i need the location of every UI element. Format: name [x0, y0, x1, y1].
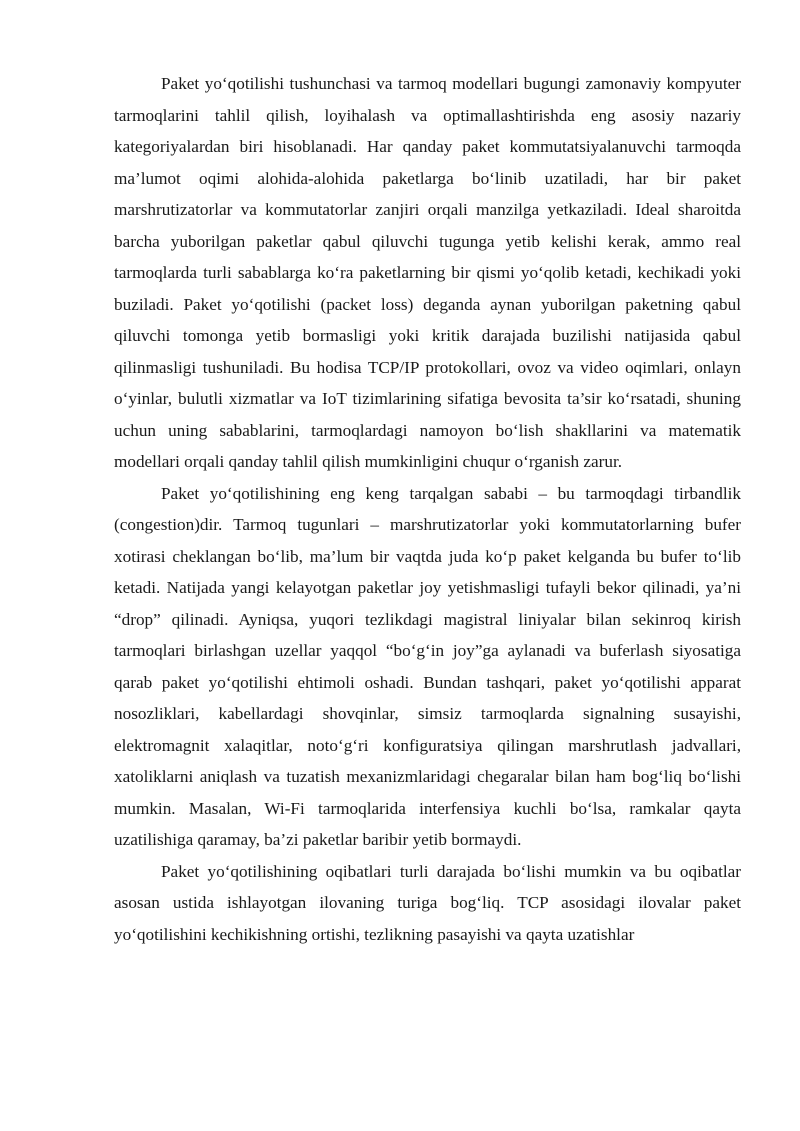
paragraph-packet-loss-causes: Paket yo‘qotilishining eng keng tarqalgan sababi – bu tarmoqdagi tirbandlik (congestion)dir. Tarmoq tugunlari – marshrutizatorlar yoki kommutatorlarning bufer xotirasi cheklangan bo‘lib, ma’lum bir vaqtda juda ko‘p paket kelganda bu bufer to‘lib ketadi. Natijada yangi kelayotgan paketlar joy yetishmasligi tufayli bekor qilinadi, ya’ni “drop” qilinadi. Ayniqsa, yuqori tezlikdagi magistral liniyalar bilan sekinroq kirish tarmoqlari birlashgan uzellar yaqqol “bo‘g‘in joy”ga aylanadi va buferlash siyosatiga qarab paket yo‘qotilishi ehtimoli oshadi. Bundan tashqari, paket yo‘qotilishi apparat nosozliklari, kabellardagi shovqinlar, simsiz tarmoqlarda signalning susayishi, elektromagnit xalaqitlar, noto‘g‘ri konfiguratsiya qilingan marshrutlash jadvallari, xatoliklarni aniqlash va tuzatish mexanizmlaridagi chegaralar bilan ham bog‘liq bo‘lishi mumkin. Masalan, Wi-Fi tarmoqlarida interfensiya kuchli bo‘lsa, ramkalar qayta uzatilishiga qaramay, ba’zi paketlar baribir yetib bormaydi.: [114, 483, 741, 849]
paragraph-packet-loss-consequences: Paket yo‘qotilishining oqibatlari turli darajada bo‘lishi mumkin va bu oqibatlar asosan ustida ishlayotgan ilovaning turiga bog‘liq. TCP asosidagi ilovalar paket yo‘qotilishini kechikishning ortishi, tezlikning pasayishi va qayta uzatishlar: [114, 861, 741, 944]
paragraph-packet-loss-concept: Paket yo‘qotilishi tushunchasi va tarmoq modellari bugungi zamonaviy kompyuter tarmoqlarini tahlil qilish, loyihalash va optimallashtirishda eng asosiy nazariy kategoriyalardan biri hisoblanadi. Har qanday paket kommutatsiyalanuvchi tarmoqda ma’lumot oqimi alohida-alohida paketlarga bo‘linib uzatiladi, har bir paket marshrutizatorlar va kommutatorlar zanjiri orqali manzilga yetkaziladi. Ideal sharoitda barcha yuborilgan paketlar qabul qiluvchi tugunga yetib kelishi kerak, ammo real tarmoqlarda turli sabablarga ko‘ra paketlarning bir qismi yo‘qolib ketadi, kechikadi yoki buziladi. Paket yo‘qotilishi (packet loss) deganda aynan yuborilgan paketning qabul qiluvchi tomonga yetib bormasligi yoki kritik darajada buzilishi natijasida qabul qilinmasligi tushuniladi. Bu hodisa TCP/IP protokollari, ovoz va video oqimlari, onlayn o‘yinlar, bulutli xizmatlar va IoT tizimlarining sifatiga bevosita ta’sir ko‘rsatadi, shuning uchun uning sabablarini, tarmoqlardagi namoyon bo‘lish shakllarini va matematik modellari orqali qanday tahlil qilish mumkinligini chuqur o‘rganish zarur.: [114, 74, 741, 471]
document-body: [114, 68, 741, 950]
